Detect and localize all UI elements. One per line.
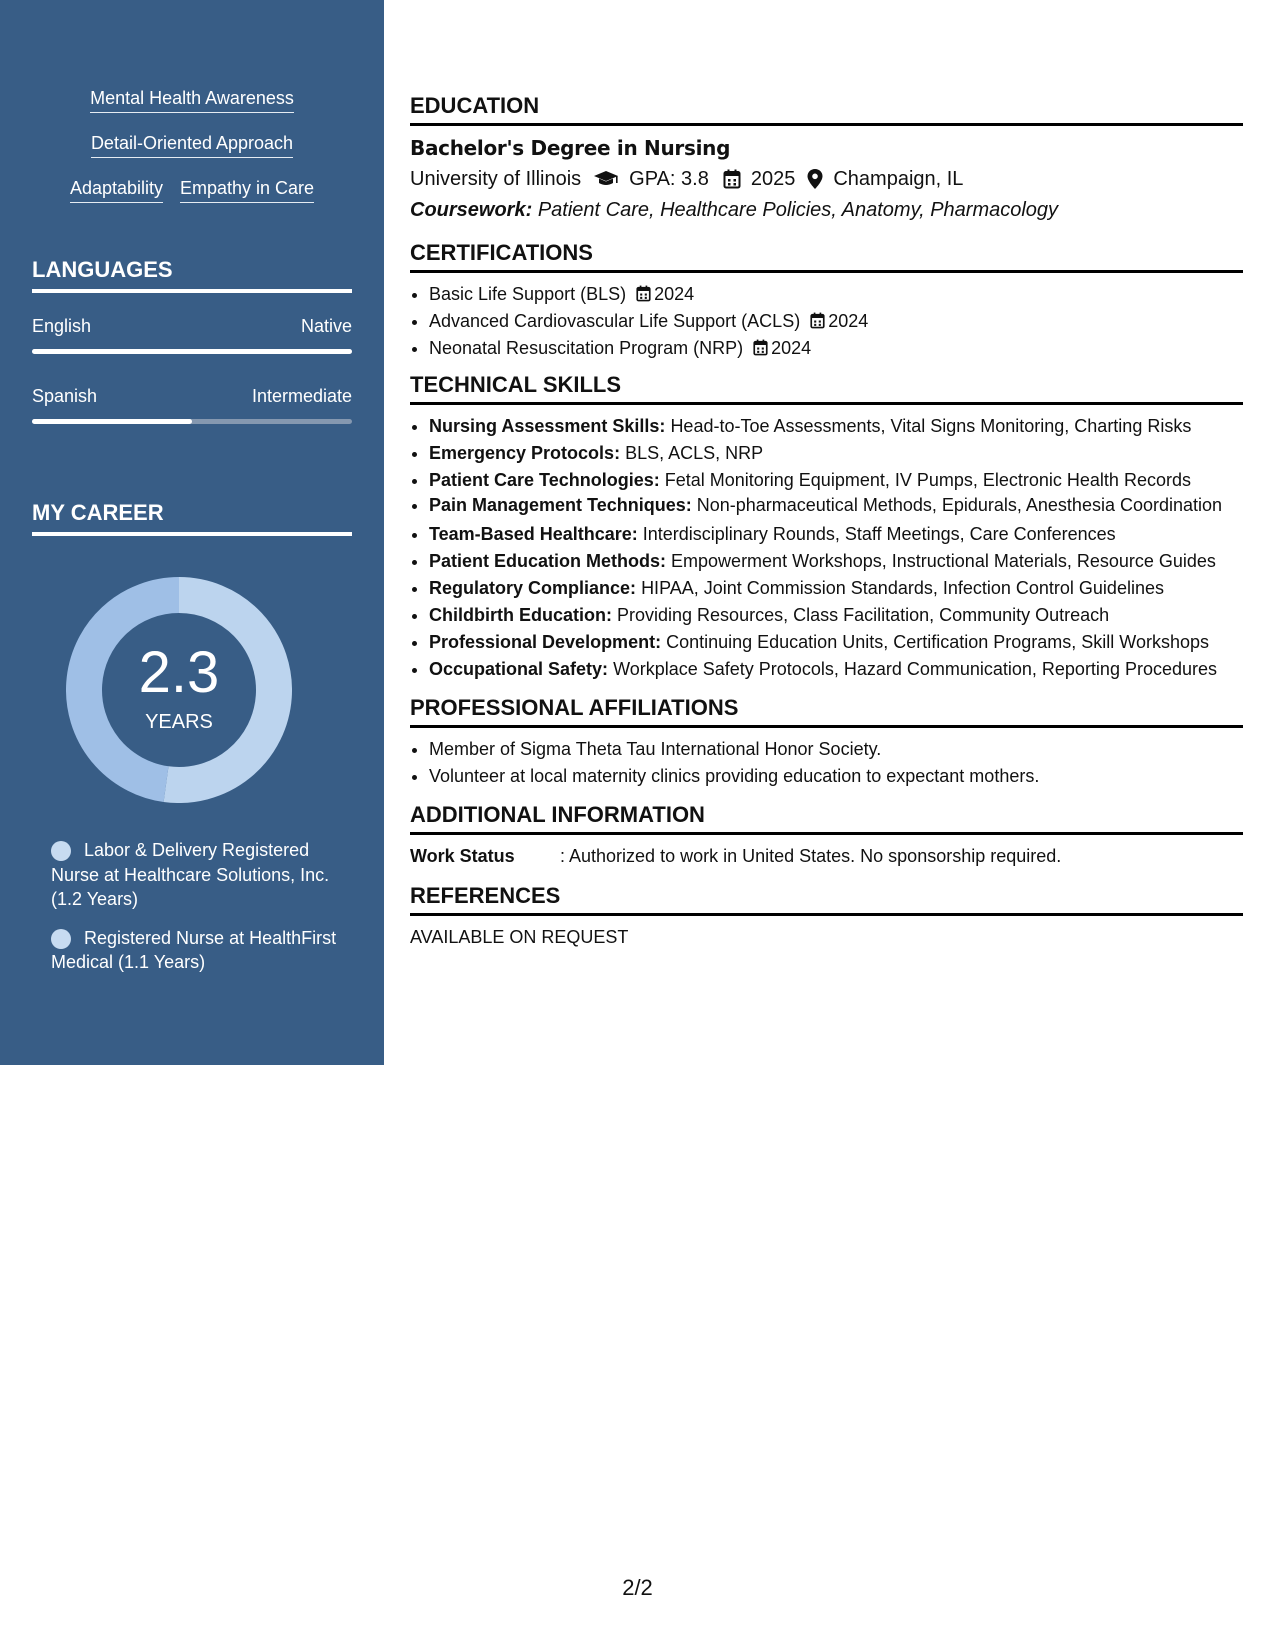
language-proficiency-bar — [32, 419, 352, 424]
degree-title: Bachelor's Degree in Nursing — [410, 136, 731, 160]
skill-label: Team-Based Healthcare: — [429, 524, 638, 544]
affiliation-item: • Volunteer at local maternity clinics providing education to expectant mothers. — [429, 763, 1243, 790]
skill-label: Childbirth Education: — [429, 605, 612, 625]
technical-skills-heading: TECHNICAL SKILLS — [410, 372, 1243, 405]
skill-tag: Detail-Oriented Approach — [91, 131, 293, 158]
skill-text: HIPAA, Joint Commission Standards, Infection Control Guidelines — [641, 578, 1164, 598]
career-item-text: Labor & Delivery Registered Nurse at Healthcare Solutions, Inc. (1.2 Years) — [51, 840, 330, 909]
affiliations-list — [410, 736, 1243, 790]
coursework-label: Coursework: — [410, 199, 533, 221]
career-total-unit: YEARS — [145, 711, 213, 733]
certifications-list — [410, 281, 1243, 362]
skill-label: Nursing Assessment Skills: — [429, 416, 666, 436]
skill-text: Fetal Monitoring Equipment, IV Pumps, Electronic Health Records — [664, 470, 1191, 490]
skill-tag: Empathy in Care — [180, 176, 314, 203]
language-level: Intermediate — [251, 386, 352, 406]
skill-label: Regulatory Compliance: — [429, 578, 637, 598]
certification-year: 2024 — [828, 311, 869, 331]
work-status-label: Work Status — [410, 846, 515, 866]
skill-item — [429, 521, 1243, 548]
skill-text: Providing Resources, Class Facilitation, Community Outreach — [617, 605, 1110, 625]
language-spanish — [32, 385, 352, 424]
skill-item — [429, 467, 1243, 494]
coursework-list: Patient Care, Healthcare Policies, Anatomy, Pharmacology — [537, 199, 1059, 221]
certification-item — [429, 335, 1243, 362]
skill-text: BLS, ACLS, NRP — [625, 443, 764, 463]
additional-info-heading: ADDITIONAL INFORMATION — [410, 802, 1243, 835]
skill-item — [429, 440, 1243, 467]
coursework — [410, 194, 1243, 226]
language-name: Spanish — [32, 386, 98, 406]
career-item — [51, 926, 341, 975]
education-meta — [410, 164, 1243, 194]
certification-name: Neonatal Resuscitation Program (NRP) — [429, 338, 744, 358]
certifications-heading: CERTIFICATIONS — [410, 240, 1243, 273]
page-number: 2/2 — [622, 1575, 653, 1600]
skill-tag: Mental Health Awareness — [90, 86, 294, 113]
skills-list — [0, 86, 384, 221]
career-list — [51, 838, 341, 989]
career-total-value: 2.3 — [138, 640, 220, 705]
skill-label: Professional Development: — [429, 632, 662, 652]
skill-item — [429, 602, 1243, 629]
skill-text: Non-pharmaceutical Methods, Epidurals, Anesthesia Coordination — [696, 495, 1223, 515]
calendar-icon — [810, 312, 825, 329]
education-heading: EDUCATION — [410, 93, 1243, 126]
certification-year: 2024 — [771, 338, 812, 358]
skill-item — [429, 629, 1243, 656]
language-english — [32, 315, 352, 354]
skill-text: Interdisciplinary Rounds, Staff Meetings, Care Conferences — [642, 524, 1116, 544]
gpa: GPA: 3.8 — [629, 168, 709, 190]
work-status — [410, 843, 1243, 869]
certification-year: 2024 — [654, 284, 695, 304]
certification-name: Advanced Cardiovascular Life Support (ACLS) — [429, 311, 801, 331]
skill-item — [429, 575, 1243, 602]
career-item — [51, 838, 341, 912]
career-dot-icon — [51, 929, 71, 949]
skill-label: Emergency Protocols: — [429, 443, 621, 463]
main-content — [410, 93, 1243, 950]
calendar-icon — [723, 169, 741, 189]
affiliation-item: • Member of Sigma Theta Tau International Honor Society. — [429, 736, 1243, 763]
school-location: Champaign, IL — [833, 168, 964, 190]
career-item-text: Registered Nurse at HealthFirst Medical (1.1 Years) — [51, 927, 337, 972]
language-name: English — [32, 316, 92, 336]
skill-item — [429, 656, 1243, 683]
references-text: AVAILABLE ON REQUEST — [410, 927, 629, 947]
career-dot-icon — [51, 841, 71, 861]
language-proficiency-fill — [32, 419, 192, 424]
graduation-cap-icon — [593, 170, 619, 188]
skill-item — [429, 413, 1243, 440]
language-level: Native — [300, 316, 352, 336]
certification-name: Basic Life Support (BLS) — [429, 284, 627, 304]
calendar-icon — [753, 339, 768, 356]
skill-tag: Adaptability — [70, 176, 163, 203]
technical-skills-list — [410, 413, 1243, 683]
location-pin-icon — [807, 169, 823, 189]
skill-label: Pain Management Techniques: — [429, 495, 692, 515]
school-name: University of Illinois — [410, 168, 582, 190]
skill-item — [429, 548, 1243, 575]
skill-item — [429, 494, 1243, 517]
sidebar — [0, 0, 384, 1065]
affiliations-heading: PROFESSIONAL AFFILIATIONS — [410, 695, 1243, 728]
skill-text: Empowerment Workshops, Instructional Materials, Resource Guides — [671, 551, 1216, 571]
skill-text: Head-to-Toe Assessments, Vital Signs Monitoring, Charting Risks — [670, 416, 1192, 436]
career-heading: MY CAREER — [32, 500, 352, 536]
certification-item — [429, 281, 1243, 308]
language-proficiency-fill — [32, 349, 352, 354]
language-proficiency-bar — [32, 349, 352, 354]
skill-label: Occupational Safety: — [429, 659, 609, 679]
graduation-year: 2025 — [750, 168, 796, 190]
calendar-icon — [636, 285, 651, 302]
certification-item — [429, 308, 1243, 335]
skill-text: Continuing Education Units, Certification Programs, Skill Workshops — [666, 632, 1209, 652]
languages-heading: LANGUAGES — [32, 257, 352, 293]
work-status-value: : Authorized to work in United States. No sponsorship required. — [560, 846, 1062, 866]
skill-label: Patient Care Technologies: — [429, 470, 660, 490]
references-heading: REFERENCES — [410, 883, 1243, 916]
skill-label: Patient Education Methods: — [429, 551, 667, 571]
skill-text: Workplace Safety Protocols, Hazard Communication, Reporting Procedures — [613, 659, 1218, 679]
